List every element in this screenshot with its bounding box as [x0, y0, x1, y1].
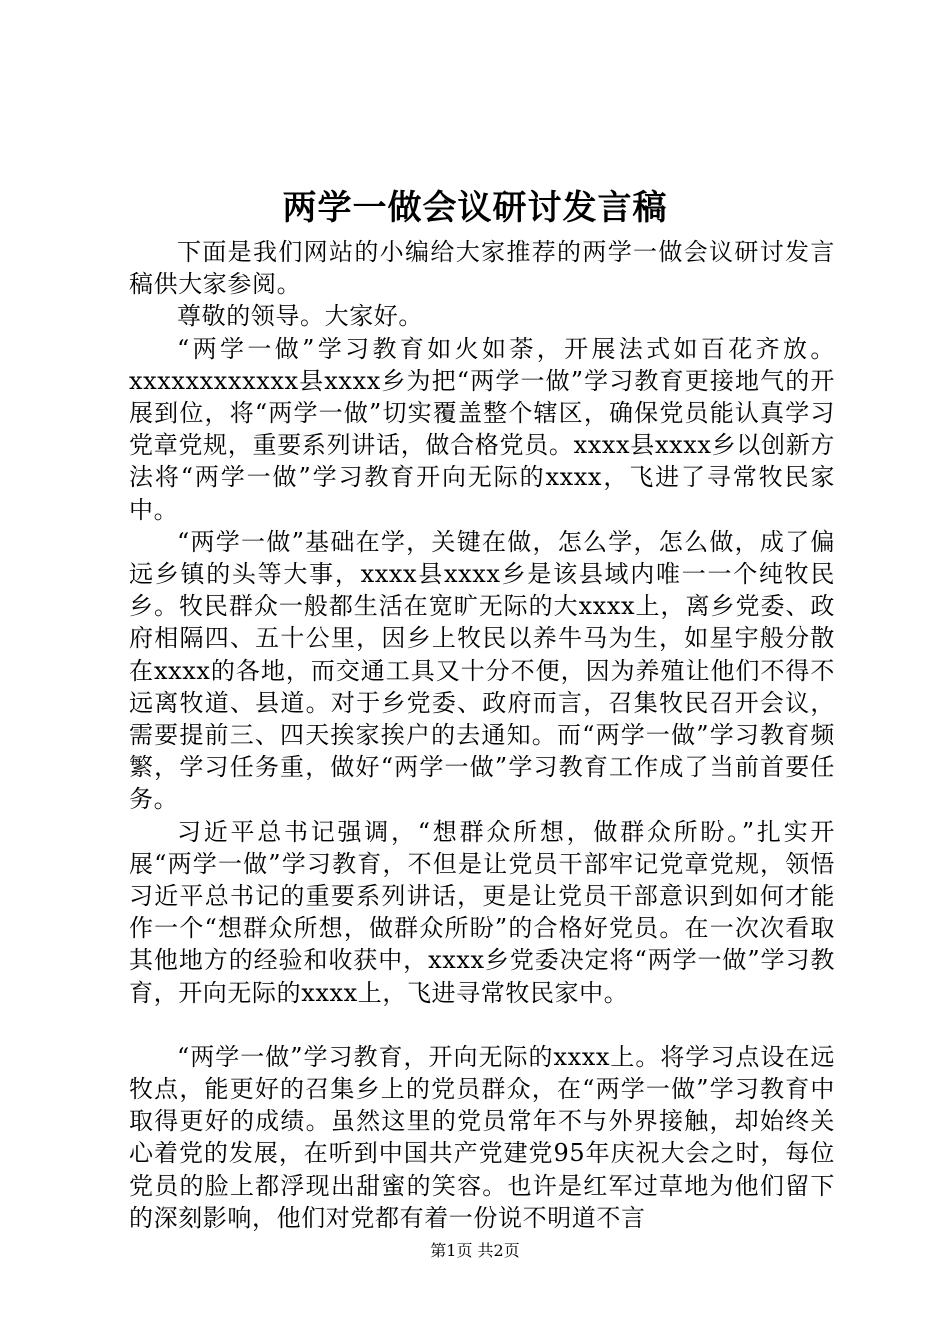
page-number-footer: 第1页 共2页	[430, 1241, 520, 1260]
document-title: 两学一做会议研讨发言稿	[282, 188, 668, 228]
paragraph-3: 习近平总书记强调，“想群众所想，做群众所盼。”扎实开展“两学一做”学习教育，不但是让党员干部牢记党章党规，领悟习近平总书记的重要系列讲话，更是让党员干部意识到如何才能作一个“想群众所想，做群众所盼”的合格好党员。在一次次看取其他地方的经验和收获中，xxxx乡党委决定将“两学一做”学习教育，开向无际的xxxx上，飞进寻常牧民家中。	[129, 817, 835, 1007]
paragraph-2: “两学一做”基础在学，关键在做，怎么学，怎么做，成了偏远乡镇的头等大事，xxxx县xxxx乡是该县域内唯一一个纯牧民乡。牧民群众一般都生活在宽旷无际的大xxxx上，离乡党委、政府相隔四、五十公里，因乡上牧民以养牛马为生，如星宇般分散在xxxx的各地，而交通工具又十分不便，因为养殖让他们不得不远离牧道、县道。对于乡党委、政府而言，召集牧民召开会议，需要提前三、四天挨家挨户的去通知。而“两学一做”学习教育频繁，学习任务重，做好“两学一做”学习教育工作成了当前首要任务。	[129, 527, 835, 814]
document-body	[129, 236, 835, 1234]
paragraph-1: “两学一做”学习教育如火如荼，开展法式如百花齐放。xxxxxxxxxxxx县xxxx乡为把“两学一做”学习教育更接地气的开展到位，将“两学一做”切实覆盖整个辖区，确保党员能认真学习党章党规，重要系列讲话，做合格党员。xxxx县xxxx乡以创新方法将“两学一做”学习教育开向无际的xxxx，飞进了寻常牧民家中。	[129, 334, 835, 524]
paragraph-intro: 下面是我们网站的小编给大家推荐的两学一做会议研讨发言稿供大家参阅。	[129, 238, 835, 299]
paragraph-4: “两学一做”学习教育，开向无际的xxxx上。将学习点设在远牧点，能更好的召集乡上的党员群众，在“两学一做”学习教育中取得更好的成绩。虽然这里的党员常年不与外界接触，却始终关心着党的发展，在听到中国共产党建党95年庆祝大会之时，每位党员的脸上都浮现出甜蜜的笑容。也许是红军过草地为他们留下的深刻影响，他们对党都有着一份说不明道不言	[129, 1042, 835, 1232]
paragraph-greeting: 尊敬的领导。大家好。	[177, 302, 423, 331]
